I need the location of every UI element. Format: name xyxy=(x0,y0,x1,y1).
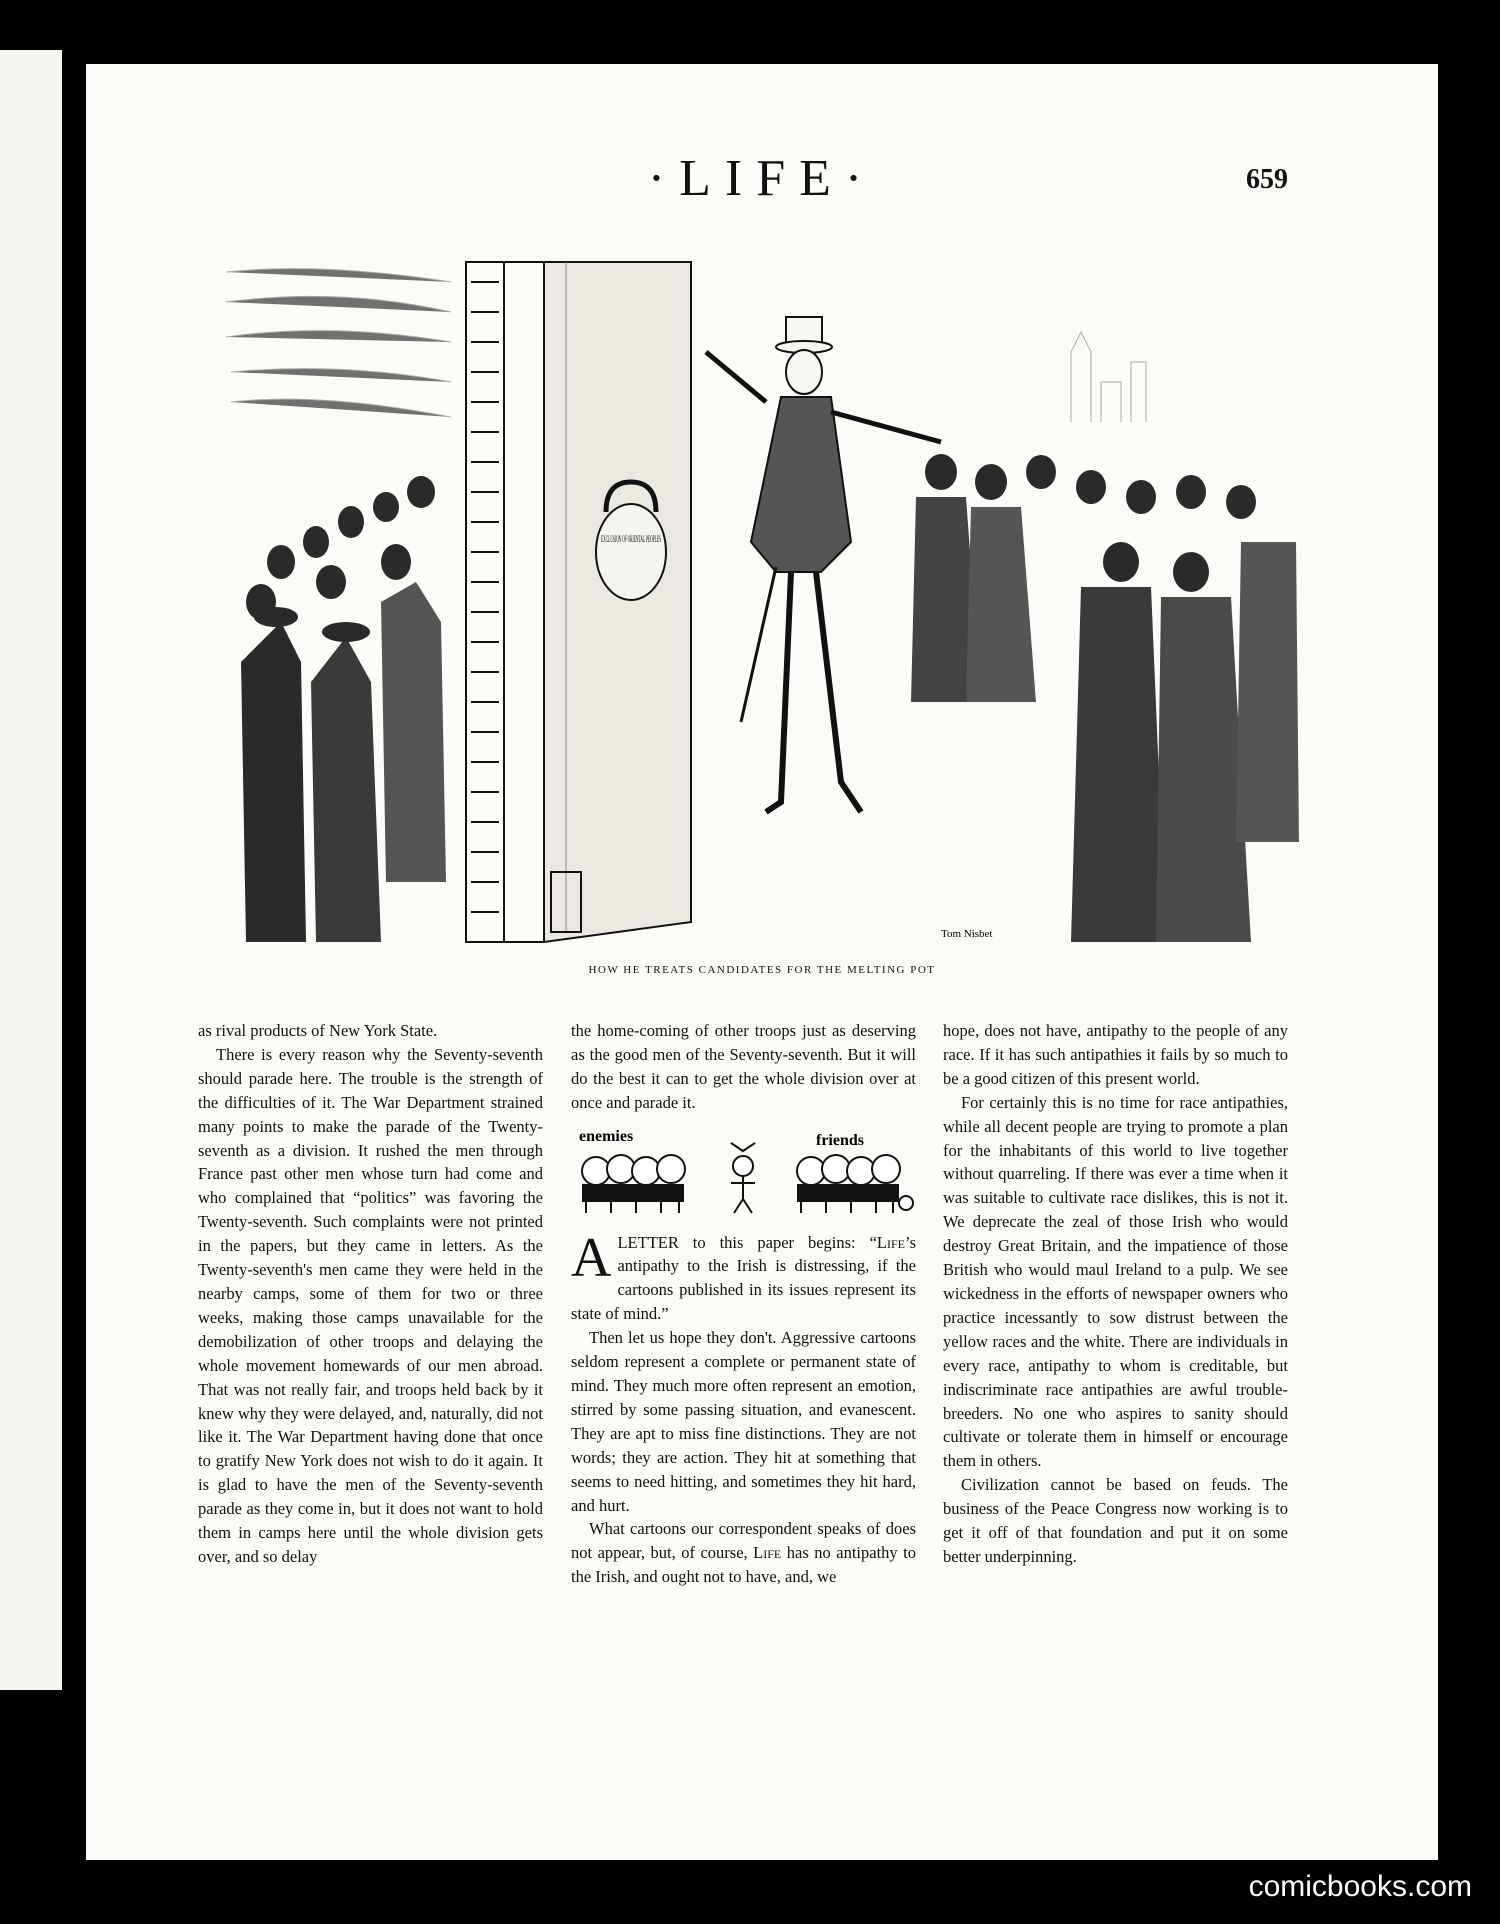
cartoon-caption: HOW HE TREATS CANDIDATES FOR THE MELTING POT xyxy=(588,964,936,976)
column-3-paragraph-2: For certainly this is no time for race antipathies, while all decent people are trying to promote a plan for the inhabitants of this world to live together without quarreling. If there was ever a time when it was suitable to cultivate race dislikes, this is not it. We deprecate the zeal of those Irish who would destroy Great Britain, and the impatience of those British who would maul Ireland to a pulp. We see wickedness in the efforts of newspaper owners who practice incessantly to sow distrust between the yellow races and the white. There are individuals in every race, antipathy to whom is creditable, but indiscriminate race antipathies are awful trouble-breeders. No one who aspires to sanity should cultivate or tolerate them in himself or encourage them in others. xyxy=(943,1092,1288,1471)
enemies-friends-strip xyxy=(571,1121,916,1216)
door xyxy=(544,262,691,942)
column-3-paragraph-1: hope, does not have, antipathy to the people of any race. If it has such antipathies it fails by so much to be a good citizen of this present world. xyxy=(943,1021,1288,1088)
column-1 xyxy=(198,1019,543,1569)
drop-cap: A xyxy=(571,1226,612,1289)
column-2 xyxy=(571,1019,916,1589)
column-2-paragraph-1: the home-coming of other troops just as deserving as the good men of the Seventy-seventh. But it will do the best it can to get the whole division over at once and parade it. xyxy=(571,1021,916,1112)
column-1-paragraph-2: There is every reason why the Seventy-seventh should parade here. The trouble is the strength of the difficulties of it. The War Department strained many points to make the parade of the Twenty-seventh as a division. It rushed the men through France past other men whose turn had come and who complained that “politics” was favoring the Twenty-seventh. Such complaints were not printed in the papers, but they came in letters. As the Twenty-seventh's men came they were held in the nearby camps, some of them for two or three weeks, making those camps unavailable for the demobilization of other troops and delaying the whole movement homewards of our men abroad. That was not really fair, and troops held back by it knew why they were delayed, and, naturally, did not like it. The War Department having done that once to gratify New York does not wish to do it again. It is glad to have the men of the Seventy-seventh parade as they come in, but it does not want to hold them in camps here until the whole division gets over, and so delay xyxy=(198,1044,543,1566)
enemies-figures xyxy=(582,1155,685,1213)
page-number: 659 xyxy=(1246,164,1288,195)
strip-label-enemies: enemies xyxy=(579,1127,634,1145)
cupid-figure xyxy=(731,1143,755,1213)
padlock-text: EXCLUSION OF ORIENTAL PEOPLES xyxy=(601,534,661,544)
column-3-paragraph-3: Civilization cannot be based on feuds. The business of the Peace Congress now working is to get it off of that foundation and put it on some better underpinning. xyxy=(943,1475,1288,1566)
magazine-page xyxy=(86,64,1438,1860)
cartoon-signature: Tom Nisbet xyxy=(941,928,993,940)
column-2-paragraph-3: Then let us hope they don't. Aggressive cartoons seldom represent a complete or permanent state of mind. They much more often represent an emotion, stirred by some passing situation, and evanescent. They are apt to miss fine distinctions. They are not words; they are action. They hit at something that seems to need hitting, and sometimes they hit hard, and hurt. xyxy=(571,1328,916,1515)
friends-figures xyxy=(797,1155,913,1213)
column-2-letter-paragraph: ALETTER to this paper begins: “Life’s antipathy to the Irish is distressing, if the cartoons published in its issues represent its state of mind.” xyxy=(571,1226,916,1324)
column-3 xyxy=(943,1019,1288,1569)
column-1-paragraph-1: as rival products of New York State. xyxy=(198,1021,438,1040)
facing-page-edge xyxy=(0,50,62,1690)
masthead: ·LIFE· xyxy=(647,150,877,207)
column-2-paragraph-4: What cartoons our correspondent speaks of does not appear, but, of course, Life has no antipathy to the Irish, and ought not to have, and, we xyxy=(571,1519,917,1587)
cartoon-illustration xyxy=(221,242,1301,952)
strip-label-friends: friends xyxy=(816,1131,864,1149)
watermark: comicbooks.com xyxy=(1248,1870,1472,1903)
